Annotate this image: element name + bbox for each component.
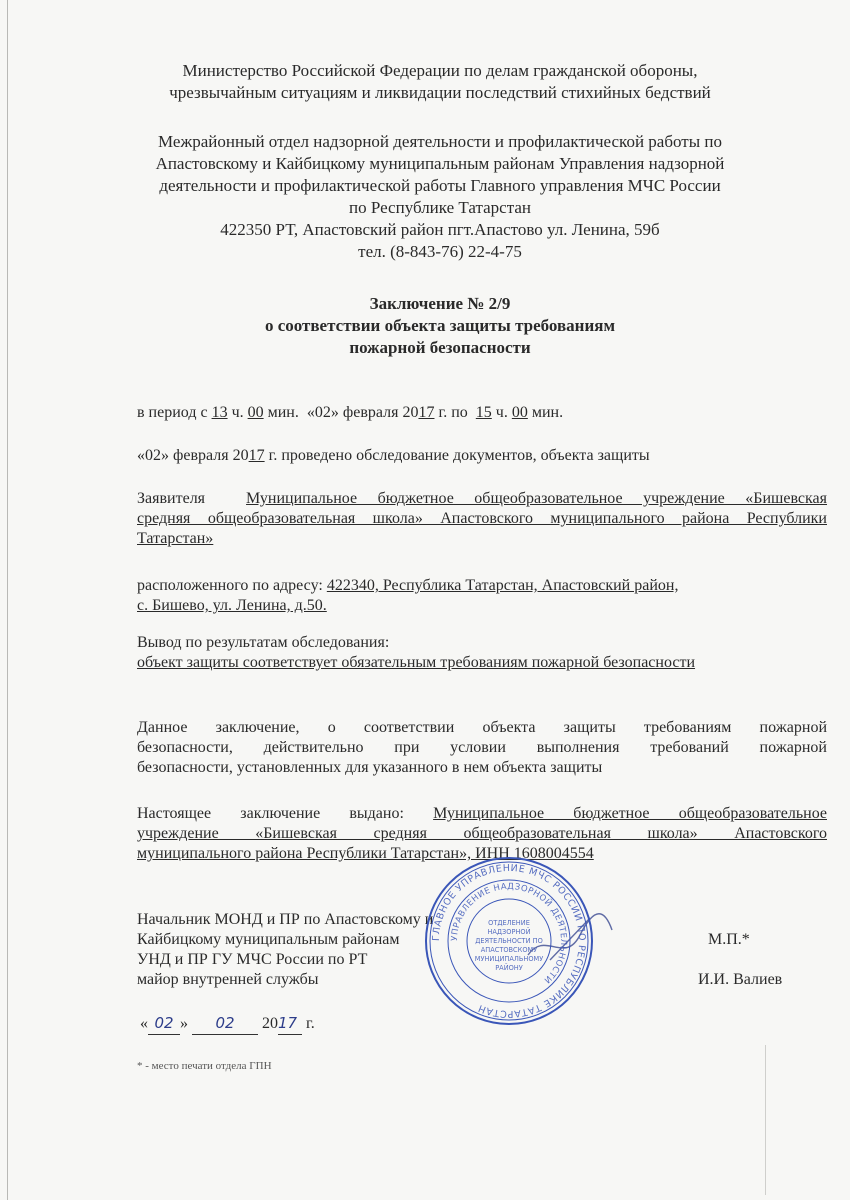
applicant-name: средняя общеобразовательная школа» Апастовского муниципального района Республики xyxy=(137,510,827,527)
address-value: 422340, Республика Татарстан, Апастовский район, xyxy=(326,577,679,594)
department-line: по Республике Татарстан xyxy=(349,198,531,217)
signatory-position: УНД и ПР ГУ МЧС России по РТ xyxy=(137,951,368,968)
survey-period xyxy=(137,403,777,423)
department-phone: тел. (8-843-76) 22-4-75 xyxy=(358,242,522,261)
footnote: * - место печати отдела ГПН xyxy=(137,1060,272,1072)
applicant-name: Муниципальное бюджетное общеобразовательное учреждение «Бишевская xyxy=(246,490,828,507)
title-subject: о соответствии объекта защиты требованиям xyxy=(264,316,616,335)
title-subject: пожарной безопасности xyxy=(349,338,531,357)
title-number: Заключение № 2/9 xyxy=(369,294,511,313)
to-label: г. по xyxy=(438,404,468,421)
svg-text:АПАСТОВСКОМУ: АПАСТОВСКОМУ xyxy=(480,946,538,954)
official-seal xyxy=(423,855,595,1027)
start-hour: 13 xyxy=(211,404,228,421)
ministry-header xyxy=(90,60,790,104)
seal-outer-text: ГЛАВНОЕ УПРАВЛЕНИЕ МЧС РОССИИ ПО РЕСПУБЛИКЕ ТАТАРСТАН xyxy=(430,862,588,1020)
issued-to: муниципального района Республики Татарстан», ИНН 1608004554 xyxy=(137,845,594,862)
hour-label: ч. xyxy=(495,404,508,421)
address-value: с. Бишево, ул. Ленина, д.50. xyxy=(137,597,327,614)
svg-text:ДЕЯТЕЛЬНОСТИ ПО: ДЕЯТЕЛЬНОСТИ ПО xyxy=(475,937,543,945)
start-date: «02» февраля 20 xyxy=(306,404,419,421)
year-prefix: 20 xyxy=(262,1015,278,1032)
applicant-label: Заявителя xyxy=(137,490,206,507)
signatory-position: Кайбицкому муниципальным районам xyxy=(137,931,400,948)
department-line: Апастовскому и Кайбицкому муниципальным районам Управления надзорной xyxy=(155,154,725,173)
issue-month: 02 xyxy=(215,1014,235,1032)
quote-open: « xyxy=(140,1015,148,1032)
validity-line: безопасности, установленных для указанного в нем объекта защиты xyxy=(137,759,603,776)
stamp-place-mark: М.П.* xyxy=(708,931,750,948)
validity-line: безопасности, действительно при условии выполнения требований пожарной xyxy=(137,739,827,756)
scan-edge-line xyxy=(765,1045,766,1195)
survey-date: «02» февраля 20 xyxy=(137,447,249,464)
issued-to: Муниципальное бюджетное общеобразовательное xyxy=(433,805,827,822)
survey-statement xyxy=(137,446,777,466)
ministry-line: Министерство Российской Федерации по делам гражданской обороны, xyxy=(182,61,698,80)
scan-edge-line xyxy=(7,0,8,1200)
minute-label: мин. xyxy=(267,404,299,421)
survey-year: 17 xyxy=(248,447,265,464)
issue-date xyxy=(140,1013,315,1035)
department-line: Межрайонный отдел надзорной деятельности и профилактической работы по xyxy=(158,132,722,151)
signatory-name: И.И. Валиев xyxy=(698,971,783,988)
department-header xyxy=(90,131,790,263)
survey-text: г. проведено обследование документов, объекта защиты xyxy=(264,447,650,464)
issue-year: 17 xyxy=(278,1014,298,1032)
seal-center-text xyxy=(475,919,543,972)
department-line: деятельности и профилактической работы Главного управления МЧС России xyxy=(159,176,721,195)
applicant-block xyxy=(137,489,827,549)
year-suffix: г. xyxy=(306,1015,315,1032)
ministry-line: чрезвычайным ситуациям и ликвидации последствий стихийных бедствий xyxy=(169,83,711,102)
period-prefix: в период с xyxy=(137,404,208,421)
department-address: 422350 РТ, Апастовский район пгт.Апастово ул. Ленина, 59б xyxy=(220,220,660,239)
issued-to: учреждение «Бишевская средняя общеобразовательная школа» Апастовского xyxy=(137,825,827,842)
start-year: 17 xyxy=(418,404,435,421)
hour-label: ч. xyxy=(231,404,244,421)
minute-label: мин. xyxy=(531,404,564,421)
svg-text:РАЙОНУ: РАЙОНУ xyxy=(495,964,523,972)
quote-close: » xyxy=(180,1015,188,1032)
end-minute: 00 xyxy=(511,404,528,421)
start-minute: 00 xyxy=(247,404,264,421)
seal-inner-text: УПРАВЛЕНИЕ НАДЗОРНОЙ ДЕЯТЕЛЬНОСТИ xyxy=(449,881,569,986)
signatory-rank: майор внутренней службы xyxy=(137,971,319,988)
signatory-position: Начальник МОНД и ПР по Апастовскому и xyxy=(137,911,434,928)
validity-block xyxy=(137,718,827,778)
validity-line: Данное заключение, о соответствии объекта защиты требованиям пожарной xyxy=(137,719,827,736)
document-title xyxy=(90,293,790,359)
svg-text:ОТДЕЛЕНИЕ: ОТДЕЛЕНИЕ xyxy=(488,919,530,927)
conclusion-block xyxy=(137,633,817,673)
applicant-name: Татарстан» xyxy=(137,530,214,547)
address-block xyxy=(137,576,777,616)
issue-day: 02 xyxy=(154,1014,174,1032)
address-label: расположенного по адресу: xyxy=(137,577,323,594)
issued-label: Настоящее заключение выдано: xyxy=(137,805,404,822)
svg-text:МУНИЦИПАЛЬНОМУ: МУНИЦИПАЛЬНОМУ xyxy=(474,955,544,963)
svg-text:НАДЗОРНОЙ: НАДЗОРНОЙ xyxy=(487,928,531,936)
conclusion-label: Вывод по результатам обследования: xyxy=(137,634,390,651)
conclusion-text: объект защиты соответствует обязательным требованиям пожарной безопасности xyxy=(137,654,696,671)
end-hour: 15 xyxy=(475,404,492,421)
